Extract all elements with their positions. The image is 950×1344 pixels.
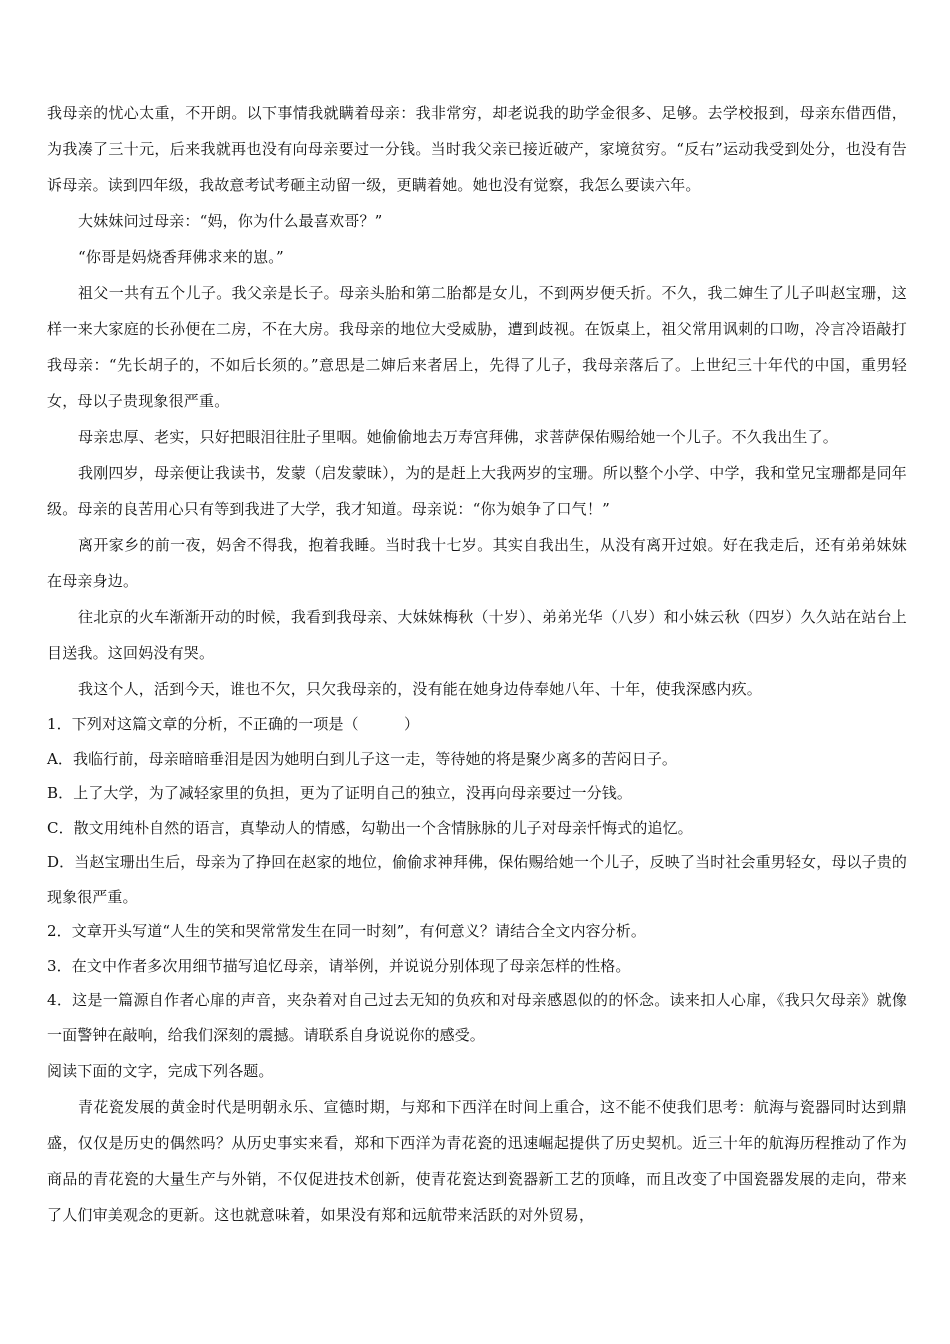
passage-paragraph: 离开家乡的前一夜，妈舍不得我，抱着我睡。当时我十七岁。其实自我出生，从没有离开过娘。好在我走后，还有弟弟妹妹在母亲身边。 — [47, 536, 907, 590]
question-4: 4．这是一篇源自作者心扉的声音，夹杂着对自己过去无知的负疚和对母亲感恩似的的怀念。读来扣人心扉，《我只欠母亲》就像一面警钟在敲响，给我们深刻的震撼。请联系自身说说你的感受。 — [47, 991, 907, 1044]
passage-paragraph: 我母亲的忧心太重，不开朗。以下事情我就瞒着母亲：我非常穷，却老说我的助学金很多、足够。去学校报到，母亲东借西借，为我凑了三十元，后来我就再也没有向母亲要过一分钱。当时我父亲已接近破产，家境贫穷。“反右”运动我受到处分，也没有告诉母亲。读到四年级，我故意考试考砸主动留一级，更瞒着她。她也没有觉察，我怎么要读六年。 — [47, 104, 907, 194]
passage-paragraph: 祖父一共有五个儿子。我父亲是长子。母亲头胎和第二胎都是女儿，不到两岁便夭折。不久，我二婶生了儿子叫赵宝珊，这样一来大家庭的长孙便在二房，不在大房。我母亲的地位大受威胁，遭到歧视。在饭桌上，祖父常用讽刺的口吻，冷言冷语敲打我母亲：“先长胡子的，不如后长须的。”意思是二婶后来者居上，先得了儿子，我母亲落后了。上世纪三十年代的中国，重男轻女，母以子贵现象很严重。 — [47, 284, 907, 410]
question-1-option-a: A．我临行前，母亲暗暗垂泪是因为她明白到儿子这一走，等待她的将是聚少离多的苦闷日子。 — [47, 749, 678, 768]
question-block — [47, 707, 907, 1052]
question-1-option-b: B．上了大学，为了减轻家里的负担，更为了证明自己的独立，没再向母亲要过一分钱。 — [47, 784, 632, 802]
passage-2 — [47, 1054, 907, 1233]
reading-instruction: 阅读下面的文字，完成下列各题。 — [47, 1062, 274, 1080]
passage-paragraph: 青花瓷发展的黄金时代是明朝永乐、宣德时期，与郑和下西洋在时间上重合，这不能不使我们思考：航海与瓷器同时达到鼎盛，仅仅是历史的偶然吗？从历史事实来看，郑和下西洋为青花瓷的迅速崛起提供了历史契机。近三十年的航海历程推动了作为商品的青花瓷的大量生产与外销，不仅促进技术创新，使青花瓷达到瓷器新工艺的顶峰，而且改变了中国瓷器发展的走向，带来了人们审美观念的更新。这也就意味着，如果没有郑和远航带来活跃的对外贸易， — [47, 1097, 907, 1224]
question-1-option-c: C．散文用纯朴自然的语言，真挚动人的情感，勾勒出一个含情脉脉的儿子对母亲忏悔式的追忆。 — [47, 818, 693, 837]
passage-paragraph: 我这个人，活到今天，谁也不欠，只欠我母亲的，没有能在她身边侍奉她八年、十年，使我深感内疚。 — [78, 680, 763, 698]
passage-paragraph: 大妹妹问过母亲：“妈，你为什么最喜欢哥？” — [78, 212, 383, 230]
passage-paragraph: “你哥是妈烧香拜佛求来的崽。” — [78, 248, 284, 266]
question-2: 2．文章开头写道“人生的笑和哭常常发生在同一时刻”，有何意义？请结合全文内容分析。 — [47, 922, 646, 940]
document-page — [47, 95, 907, 1233]
passage-paragraph: 往北京的火车渐渐开动的时候，我看到我母亲、大妹妹梅秋（十岁）、弟弟光华（八岁）和小妹云秋（四岁）久久站在站台上目送我。这回妈没有哭。 — [47, 608, 907, 662]
question-1-stem: 1．下列对这篇文章的分析，不正确的一项是（ ） — [47, 715, 420, 733]
passage-paragraph: 我刚四岁，母亲便让我读书，发蒙（启发蒙昧），为的是赶上大我两岁的宝珊。所以整个小学、中学，我和堂兄宝珊都是同年级。母亲的良苦用心只有等到我进了大学，我才知道。母亲说：“你为娘争了口气！” — [47, 464, 907, 518]
passage-1 — [47, 95, 907, 707]
question-3: 3．在文中作者多次用细节描写追忆母亲，请举例，并说说分别体现了母亲怎样的性格。 — [47, 956, 631, 975]
passage-paragraph: 母亲忠厚、老实，只好把眼泪往肚子里咽。她偷偷地去万寿宫拜佛，求菩萨保佑赐给她一个儿子。不久我出生了。 — [78, 428, 839, 446]
question-1-option-d: D．当赵宝珊出生后，母亲为了挣回在赵家的地位，偷偷求神拜佛，保佑赐给她一个儿子，反映了当时社会重男轻女，母以子贵的现象很严重。 — [47, 853, 907, 906]
